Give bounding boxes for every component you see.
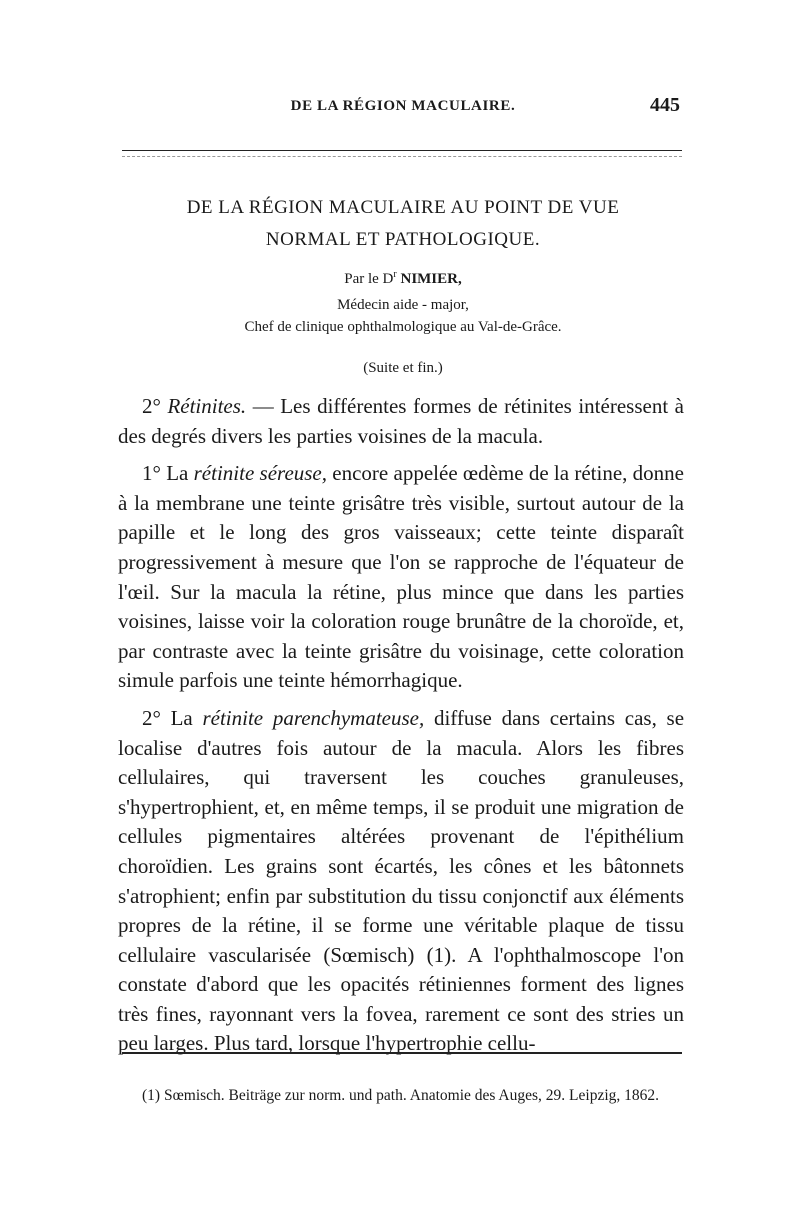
paragraph-text: — Les différentes formes de rétinites intéressent à des degrés divers les parties voisines de la macula. <box>118 394 684 448</box>
running-head <box>118 96 688 120</box>
affiliation-line-2: Chef de clinique ophthalmologique au Val-de-Grâce. <box>244 319 562 335</box>
term-italic: rétinite séreuse, <box>193 461 328 486</box>
affiliation-line-1: Médecin aide - major, <box>337 297 469 313</box>
continuation-note: (Suite et fin.) <box>363 360 443 376</box>
header-rule <box>122 150 682 151</box>
section-heading: Rétinites. <box>167 394 247 418</box>
term-italic: rétinite parenchymateuse, <box>202 705 425 730</box>
paragraph-text: encore appelée œdème de la rétine, donne à la membrane une teinte grisâtre très visible, surtout autour de la papille et le long des gros vaisseaux; cette teinte disparaît progressivement à mesure que l'on se rapproche de l'équateur de l'œil. Sur la macula la rétine, plus mince que dans les parties voisines, laisse voir la coloration rouge brunâtre de la choroïde, et, par contraste avec la teinte grisâtre du voisinage, cette coloration simule parfois une teinte hémorrhagique. <box>118 461 685 693</box>
paragraph-number: 1° <box>142 461 161 486</box>
byline-superscript: r <box>393 269 397 280</box>
author-name: NIMIER, <box>400 271 462 287</box>
page-number: 445 <box>650 94 680 116</box>
paragraph-number: 2° <box>142 394 161 418</box>
footnote-rule <box>122 1052 682 1054</box>
paragraph-retinite-parenchymateuse <box>118 704 684 1059</box>
footnote: (1) Sœmisch. Beiträge zur norm. und path. Anatomie des Auges, 29. Leipzig, 1862. <box>142 1087 660 1104</box>
byline-prefix: Par le D <box>344 271 394 287</box>
article-title <box>118 192 688 256</box>
byline <box>118 266 688 292</box>
header-rule-secondary <box>122 156 682 157</box>
body-text <box>118 392 684 1067</box>
article-title-line-1: DE LA RÉGION MACULAIRE AU POINT DE VUE <box>186 197 620 218</box>
author-affiliation <box>118 294 688 338</box>
article-title-line-2: NORMAL ET PATHOLOGIQUE. <box>265 229 541 250</box>
paragraph-retinite-sereuse <box>118 459 684 696</box>
paragraph-lead: La <box>166 461 189 486</box>
paragraph-number: 2° <box>142 705 161 730</box>
paragraph-retinites <box>118 392 684 451</box>
paragraph-lead: La <box>170 705 193 730</box>
running-title: DE LA RÉGION MACULAIRE. <box>290 98 516 114</box>
paragraph-text: diffuse dans certains cas, se localise d'autres fois autour de la macula. Alors les fibres cellulaires, qui traversent les couches granuleuses, s'hypertrophient, et, en même temps, il se produit une migration de cellules pigmentaires altérées provenant de l'épithélium choroïdien. Les grains sont écartés, les cônes et les bâtonnets s'atrophient; enfin par substitution du tissu conjonctif aux éléments propres de la rétine, il se forme une véritable plaque de tissu cellulaire vascularisée (Sœmisch) (1). A l'ophthalmoscope l'on constate d'abord que les opacités rétiniennes forment des lignes très fines, rayonnant vers la fovea, rarement ce sont des stries un peu larges. Plus tard, lorsque l'hypertrophie cellu- <box>118 705 685 1056</box>
